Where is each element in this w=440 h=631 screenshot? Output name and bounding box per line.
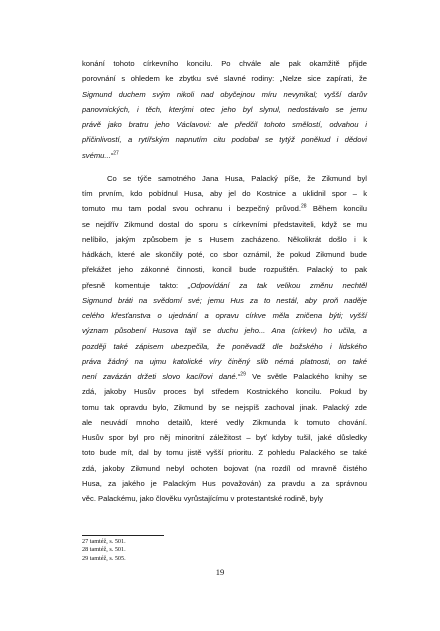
text-segment: Husův spor byl pro něj minoritní záležitost – byť kdyby tušil, jaké důsledky xyxy=(82,433,367,442)
text-segment: Během koncilu xyxy=(306,204,368,214)
text-line xyxy=(82,384,367,399)
text-line xyxy=(82,278,367,293)
text-segment: nelíbilo, jakým způsobem je s Husem zacházeno. Několikrát došlo i k xyxy=(82,234,367,244)
footnote-text: tamtéž, s. 505. xyxy=(89,554,126,562)
text-segment: celého křesťanstva o ujednání a opravu církve měla zničena býti; vyšší xyxy=(82,311,367,320)
text-line xyxy=(82,293,367,308)
text-line xyxy=(82,476,367,491)
text-segment: právě jako bratru jeho Václavovi: ale předčil tohoto smělostí, odvahou i xyxy=(82,120,367,129)
text-segment: věc. Palackému, jako člověku vyrůstajícímu v protestantské rodině, byly xyxy=(82,494,323,503)
footnote-text: tamtéž, s. 501. xyxy=(89,538,126,545)
text-line xyxy=(82,56,367,71)
body-text xyxy=(82,56,367,506)
text-line xyxy=(82,132,367,147)
footnote-reference: 29 xyxy=(240,371,246,378)
text-line xyxy=(82,148,367,163)
closing-quote: “ xyxy=(237,372,241,381)
text-segment: význam působení Husova tajil se duchu jeho... Ana (církev) ho učila, a xyxy=(82,326,367,336)
footnote-reference: 27 xyxy=(113,149,119,156)
text-segment: práva žádný na ujmu katolické víry činěný slib némá platnosti, on také xyxy=(82,356,367,366)
footnote-number: 29 xyxy=(82,554,89,562)
text-segment: toto bude mít, dal by tomu jistě vyšší prioritu. Z pohledu Palackého se také xyxy=(82,448,367,458)
footnote-number: 27 xyxy=(82,538,89,545)
text-segment: zdá, jakoby Husův proces byl středem Kostnického koncilu. Pokud by xyxy=(82,387,367,397)
text-segment: Co se týče samotného Jana Husa, Palacký píše, že Zikmund byl xyxy=(107,173,367,183)
text-line xyxy=(82,247,367,262)
text-segment: tím prvním, kdo pobídnul Husa, aby jel do Kostnice a uklidnil spor – k xyxy=(82,189,367,198)
text-segment: zdá, jakoby Zikmund nebyl ochoten bojovat (na rozdíl od mravně čistého xyxy=(82,463,367,473)
footnote-separator xyxy=(82,535,164,536)
text-segment: svému... xyxy=(82,150,111,160)
text-segment: Ve světle Palackého knihy se xyxy=(245,372,368,381)
text-line xyxy=(82,461,367,476)
text-line xyxy=(82,400,367,415)
text-line xyxy=(82,308,367,323)
quote-segment: „Odpovídání za tak velikou změnu nechtěl xyxy=(187,280,367,290)
text-segment: přesně komentuje takto: xyxy=(82,280,188,290)
text-line xyxy=(82,217,367,232)
text-segment: konání tohoto církevního koncilu. Po chvále ale pak okamžitě přijde xyxy=(82,59,367,68)
text-line xyxy=(82,87,367,102)
text-segment: tomuto mu tam podal svou ochranu i bezpečný průvod. xyxy=(82,204,301,214)
text-segment: se nejdřív Zikmund dostal do sporu s církevními představiteli, když se mu xyxy=(82,219,367,229)
footnote-reference: 28 xyxy=(301,203,307,210)
text-segment: Husa, za jakého je Palackým Hus považován) za pravdu a za správnou xyxy=(82,478,367,488)
text-line xyxy=(82,232,367,247)
footnote xyxy=(82,538,126,546)
text-line xyxy=(82,445,367,460)
text-line xyxy=(82,323,367,338)
text-segment: Sigmund bráti na svědomí své; jemu Hus za to nestál, aby proň naděje xyxy=(82,295,367,305)
footnote-number: 28 xyxy=(82,546,89,554)
footnote xyxy=(82,546,126,554)
text-segment: ale neuvádí mnoho detailů, které vedly Zikmunda k tomuto chování. xyxy=(82,417,367,427)
footnotes xyxy=(82,538,126,563)
text-segment: překážet jeho zákonné činnosti, koncil bude rozpuštěn. Palacký to pak xyxy=(82,265,367,275)
text-segment: panovnických, i těch, kterými otec jeho byl slynul, nedostávalo se jemu xyxy=(82,104,367,114)
text-line xyxy=(82,102,367,117)
text-line xyxy=(82,369,367,384)
text-line xyxy=(82,201,367,216)
text-segment: Sigmund duchem svým nikoli nad obyčejnou míru nevynikal; vyšší darův xyxy=(82,89,367,99)
footnote-text: tamtéž, s. 501. xyxy=(89,546,126,554)
page-number: 19 xyxy=(215,567,225,577)
text-line xyxy=(82,339,367,354)
text-line xyxy=(82,186,367,201)
text-line xyxy=(82,430,367,445)
closing-quote: “ xyxy=(110,150,114,160)
text-segment: není zavázán držeti slovo kacířovi dané. xyxy=(82,372,238,381)
text-line xyxy=(82,117,367,132)
text-segment: tomu tak opravdu bylo, Zikmund by se nejspíš zachoval jinak. Palacký zde xyxy=(82,402,367,412)
text-line xyxy=(82,71,367,86)
text-line xyxy=(82,491,367,506)
text-line xyxy=(82,354,367,369)
text-line xyxy=(82,171,367,186)
text-segment: porovnání s ohledem ke zbytku své slavné rodiny: „Nelze sice zapírati, že xyxy=(82,74,367,84)
text-line xyxy=(82,415,367,430)
text-line xyxy=(82,262,367,277)
text-segment: hádkách, které ale skončily poté, co sbor oznámil, že pokud Zikmund bude xyxy=(82,250,367,259)
footnote xyxy=(82,555,126,563)
text-segment: později také zápisem ubezpečila, že poněvadž dle božského i lidského xyxy=(82,341,367,351)
text-segment: přičinlivostí, a rytířským napnutím citu podobal se tytýž poněkud i dědovi xyxy=(82,135,367,145)
